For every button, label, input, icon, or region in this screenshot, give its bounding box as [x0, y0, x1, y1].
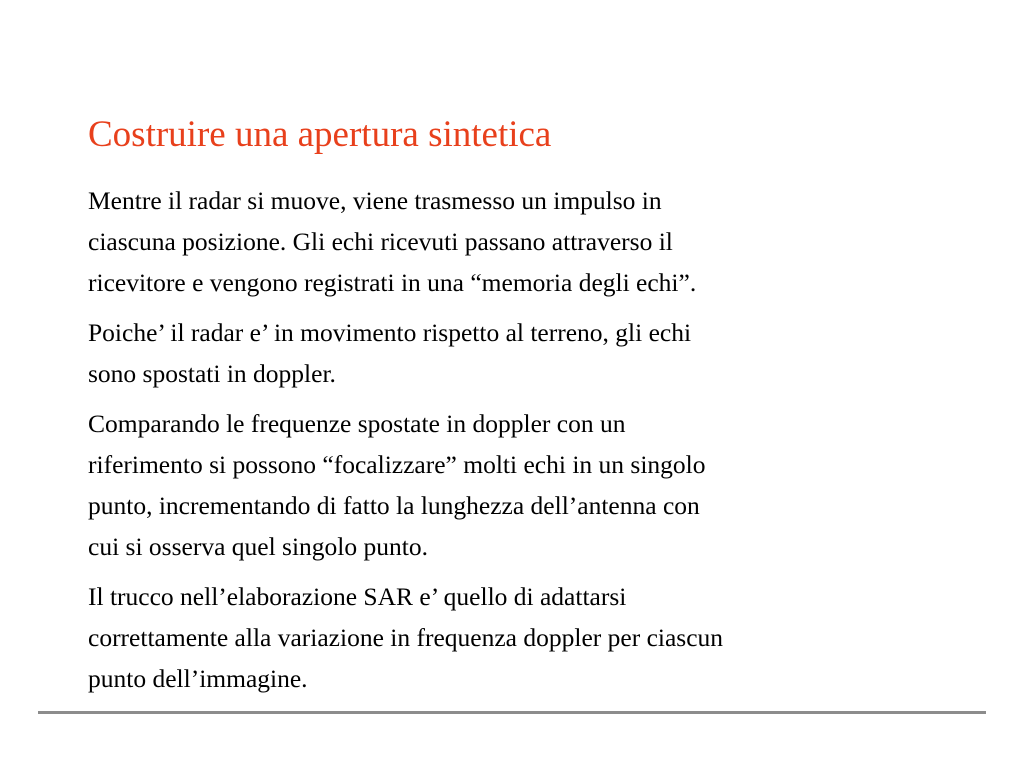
paragraph-4	[88, 576, 988, 699]
paragraph-2	[88, 312, 988, 394]
paragraph-line: ricevitore e vengono registrati in una “memoria degli echi”.	[88, 268, 697, 297]
paragraph-line: sono spostati in doppler.	[88, 359, 336, 388]
paragraph-line: punto dell’immagine.	[88, 664, 308, 693]
paragraph-line: cui si osserva quel singolo punto.	[88, 532, 428, 561]
slide-body	[88, 180, 988, 708]
slide-title: Costruire una apertura sintetica	[88, 114, 552, 155]
paragraph-3	[88, 403, 988, 567]
paragraph-line: correttamente alla variazione in frequenza doppler per ciascun	[88, 623, 724, 652]
paragraph-line: Il trucco nell’elaborazione SAR e’ quello di adattarsi	[88, 582, 627, 611]
paragraph-line: riferimento si possono “focalizzare” molti echi in un singolo	[88, 450, 706, 479]
paragraph-line: Mentre il radar si muove, viene trasmesso un impulso in	[88, 186, 662, 215]
footer-divider	[38, 711, 986, 714]
paragraph-line: Comparando le frequenze spostate in doppler con un	[88, 409, 626, 438]
paragraph-line: Poiche’ il radar e’ in movimento rispetto al terreno, gli echi	[88, 318, 692, 347]
paragraph-1	[88, 180, 988, 303]
paragraph-line: ciascuna posizione. Gli echi ricevuti passano attraverso il	[88, 227, 673, 256]
paragraph-line: punto, incrementando di fatto la lunghezza dell’antenna con	[88, 491, 700, 520]
